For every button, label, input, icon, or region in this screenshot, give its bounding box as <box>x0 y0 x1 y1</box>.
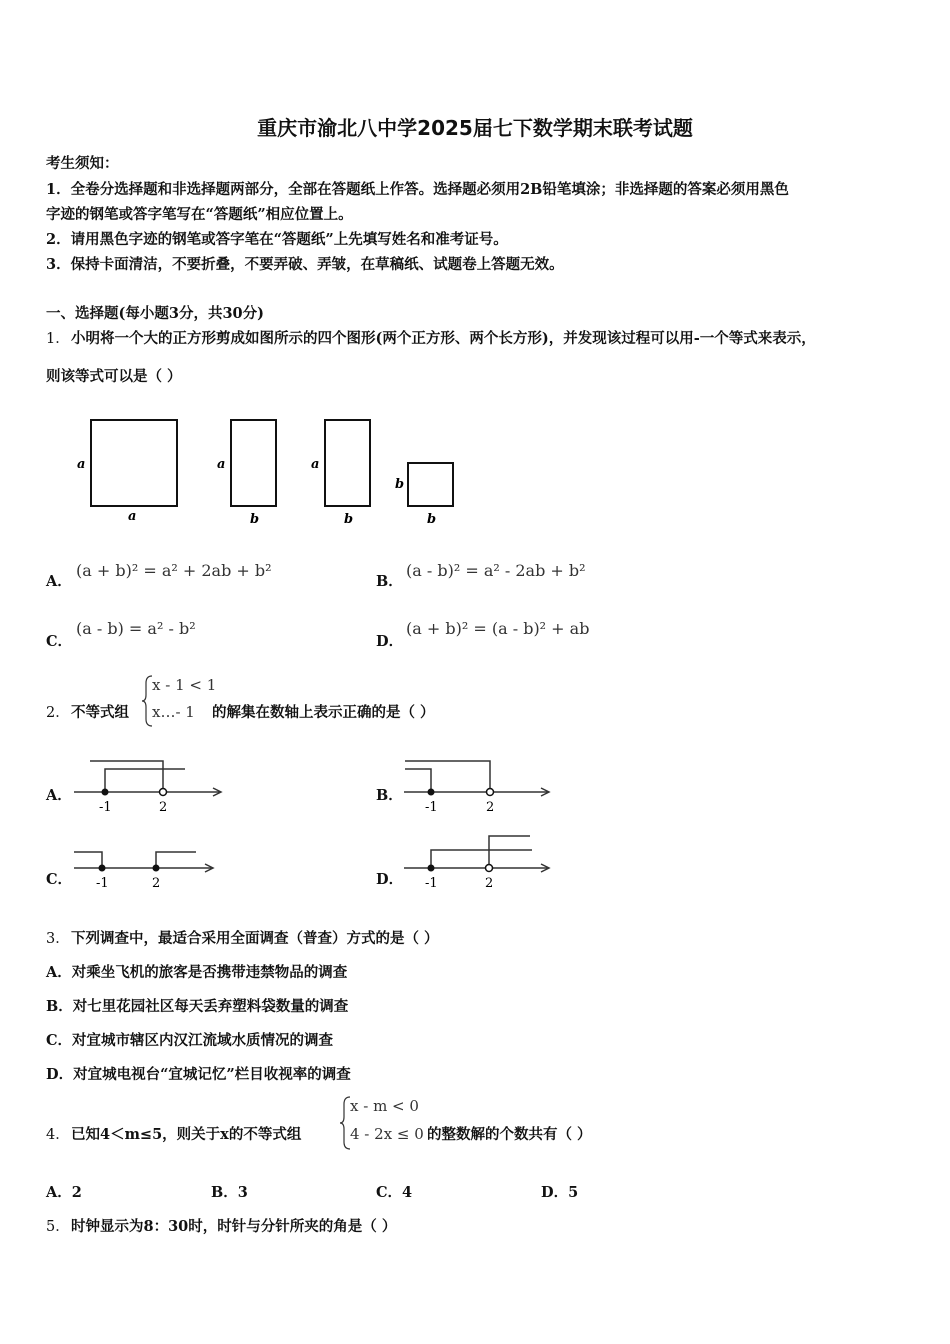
point-2-open <box>160 789 167 796</box>
notice-header: 考生须知： <box>46 155 119 172</box>
q2-option-d-label[interactable]: D． <box>376 871 404 888</box>
q1-option-d-label[interactable]: D． <box>376 633 404 650</box>
small-square-b <box>408 463 453 506</box>
q2-system-line-1: x - 1 < 1 <box>152 676 217 694</box>
q2-numberline-d <box>402 830 562 896</box>
point-minus1-solid <box>102 789 109 796</box>
q2-option-b-label[interactable]: B． <box>376 787 403 804</box>
page-title: 重庆市渝北八中学2025届七下数学期末联考试题 <box>257 116 693 140</box>
q1-text-line-1: 小明将一个大的正方形剪成如图所示的四个图形(两个正方形、两个长方形)，并发现该过程可以用-一个等式来表示， <box>71 330 816 347</box>
label-b-bottom-3: b <box>427 512 437 527</box>
point-minus1-solid <box>428 865 435 872</box>
label-a-side-2: a <box>217 457 226 472</box>
label-b-bottom-2: b <box>344 512 354 527</box>
q1-option-c-label[interactable]: C． <box>46 633 73 650</box>
label-a-bottom: a <box>128 509 137 524</box>
label-b-bottom-1: b <box>250 512 260 527</box>
tick-label-2: 2 <box>159 800 168 815</box>
q1-option-b-expr: (a - b)² = a² - 2ab + b² <box>406 561 586 580</box>
notice-line-1: 1．全卷分选择题和非选择题两部分，全部在答题纸上作答。选择题必须用2B铅笔填涂；非选择题的答案必须用黑色 <box>46 181 789 198</box>
q4-text-pre: 已知4＜m≤5，则关于x的不等式组 <box>71 1126 302 1143</box>
q4-text-post: 的整数解的个数共有（ ） <box>427 1126 592 1143</box>
q3-option-c[interactable]: C．对宜城市辖区内汉江流域水质情况的调查 <box>46 1032 334 1049</box>
q2-system-line-2: x…- 1 <box>152 703 195 721</box>
q3-number: 3． <box>46 931 70 947</box>
q1-figure <box>70 410 470 535</box>
q1-option-a-label[interactable]: A． <box>46 573 72 590</box>
point-2-open <box>487 789 494 796</box>
tick-label-minus1: -1 <box>96 876 109 891</box>
point-2-solid <box>153 865 160 872</box>
q4-option-a[interactable]: A．2 <box>46 1184 82 1201</box>
tick-label-minus1: -1 <box>425 876 438 891</box>
q2-text-post: 的解集在数轴上表示正确的是（ ） <box>212 704 435 721</box>
tick-label-2: 2 <box>485 876 494 891</box>
label-a-side-3: a <box>311 457 320 472</box>
q1-option-b-label[interactable]: B． <box>376 573 403 590</box>
point-minus1-solid <box>99 865 106 872</box>
q4-option-b[interactable]: B．3 <box>211 1184 248 1201</box>
rectangle-ab-1 <box>231 420 276 506</box>
label-b-side: b <box>395 477 405 492</box>
q5-number: 5． <box>46 1219 70 1235</box>
q4-option-c[interactable]: C．4 <box>376 1184 413 1201</box>
q4-system-line-1: x - m < 0 <box>350 1097 419 1115</box>
q3-option-d[interactable]: D．对宜城电视台“宜城记忆”栏目收视率的调查 <box>46 1066 351 1083</box>
point-minus1-solid <box>428 789 435 796</box>
q3-text: 下列调查中，最适合采用全面调查（普查）方式的是（ ） <box>71 930 439 947</box>
notice-line-2: 字迹的钢笔或答字笔写在“答题纸”相应位置上。 <box>46 206 353 223</box>
q2-text-pre: 不等式组 <box>71 704 129 721</box>
q2-number: 2． <box>46 705 70 721</box>
rectangle-ab-2 <box>325 420 370 506</box>
point-2-open <box>486 865 493 872</box>
tick-label-minus1: -1 <box>425 800 438 815</box>
notice-line-3: 2．请用黑色字迹的钢笔或答字笔在“答题纸”上先填写姓名和准考证号。 <box>46 231 508 248</box>
section-header: 一、选择题(每小题3分，共30分) <box>46 305 264 322</box>
notice-line-4: 3．保持卡面清洁，不要折叠，不要弄破、弄皱，在草稿纸、试题卷上答题无效。 <box>46 256 564 273</box>
q2-option-c-label[interactable]: C． <box>46 871 73 888</box>
q3-option-a[interactable]: A．对乘坐飞机的旅客是否携带违禁物品的调查 <box>46 964 348 981</box>
q2-numberline-a <box>72 755 232 817</box>
tick-label-2: 2 <box>152 876 161 891</box>
q1-text-line-2: 则该等式可以是（ ） <box>46 368 182 385</box>
label-a-side-1: a <box>77 457 86 472</box>
large-square-a <box>91 420 177 506</box>
q1-option-d-expr: (a + b)² = (a - b)² + ab <box>406 619 590 638</box>
q5-text: 时钟显示为8：30时，时针与分针所夹的角是（ ） <box>71 1218 397 1235</box>
q1-option-c-expr: (a - b) = a² - b² <box>76 619 196 638</box>
q1-option-a-expr: (a + b)² = a² + 2ab + b² <box>76 561 272 580</box>
q4-system-line-2: 4 - 2x ≤ 0 <box>350 1125 424 1143</box>
tick-label-2: 2 <box>486 800 495 815</box>
q4-option-d[interactable]: D．5 <box>541 1184 579 1201</box>
tick-label-minus1: -1 <box>99 800 112 815</box>
q1-number: 1． <box>46 331 70 347</box>
q4-number: 4． <box>46 1127 70 1143</box>
q2-option-a-label[interactable]: A． <box>46 787 72 804</box>
q2-numberline-c <box>72 840 232 902</box>
q3-option-b[interactable]: B．对七里花园社区每天丢弃塑料袋数量的调查 <box>46 998 349 1015</box>
q2-numberline-b <box>402 755 562 817</box>
